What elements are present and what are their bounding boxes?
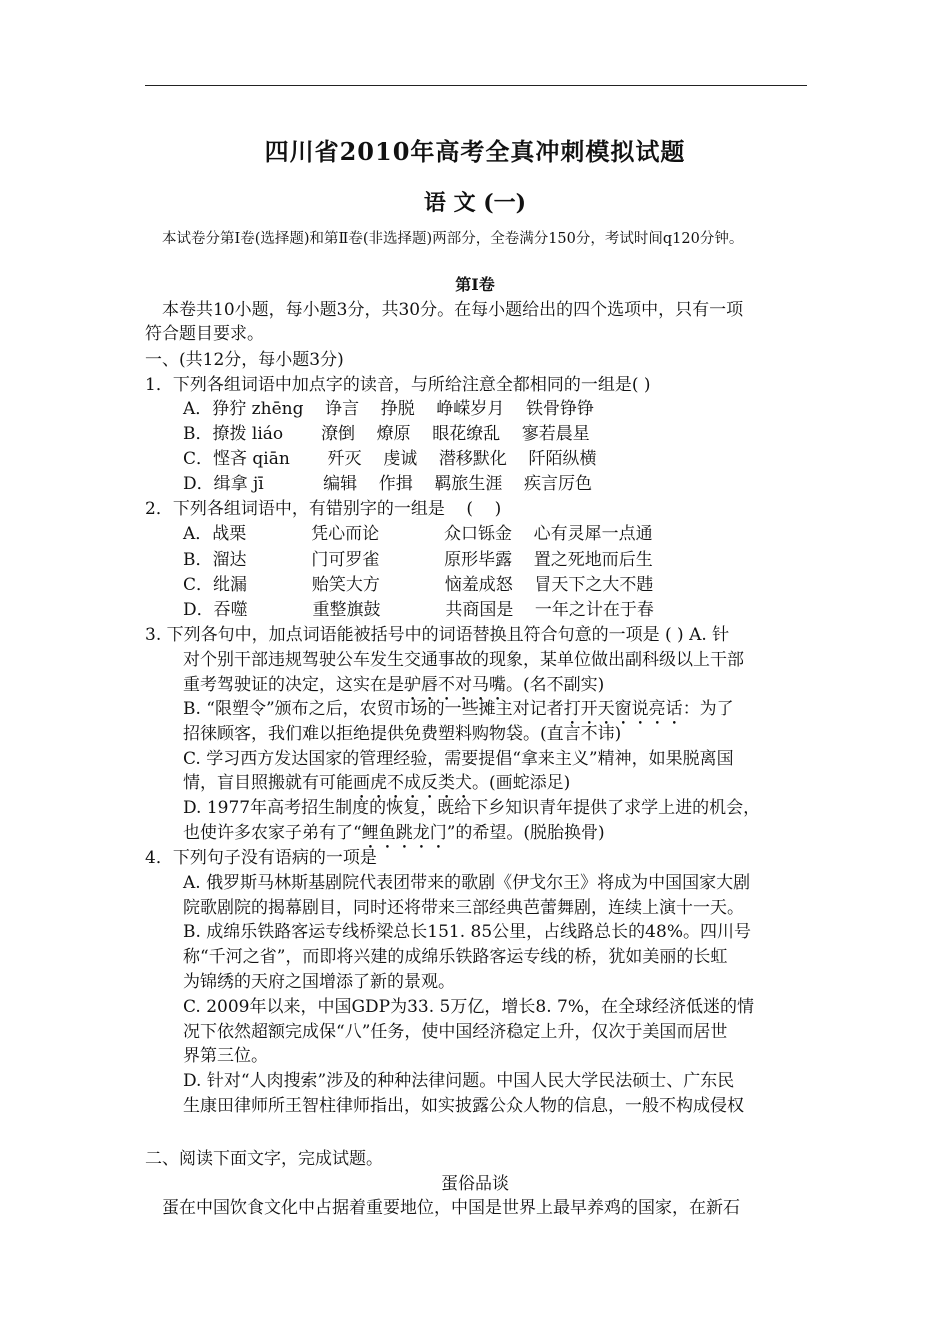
q4-line9: D. 针对“人肉搜索”涉及的种种法律问题。中国人民大学民法硕士、广东民 bbox=[183, 1071, 735, 1091]
q4-line1: A. 俄罗斯马林斯基剧院代表团带来的歌剧《伊戈尔王》将成为中国国家大剧 bbox=[183, 873, 751, 893]
q4-line6: C. 2009年以来，中国GDP为33. 5万亿，增长8. 7%，在全球经济低迷的情 bbox=[183, 997, 754, 1017]
q4-line8: 界第三位。 bbox=[183, 1046, 268, 1066]
q3-text: 也使许多农家子弟有了“ bbox=[183, 823, 362, 843]
q1-option-a: A．狰狞 zhēng 诤言 挣脱 峥嵘岁月 铁骨铮铮 bbox=[183, 399, 594, 419]
q3-text: B. “限塑令”颁布之后，农贸市场的一些摊主对记者 bbox=[183, 699, 564, 719]
q3-dotted-phrase: 画虎不成反类犬 bbox=[353, 773, 472, 793]
q3-dotted-phrase: 鲤鱼跳龙门 bbox=[361, 823, 447, 843]
header-rule bbox=[145, 85, 807, 86]
page-subtitle: 语 文 (一) bbox=[423, 190, 527, 216]
page-title: 四川省2010年高考全真冲刺模拟试题 bbox=[264, 137, 686, 166]
part1-intro-line1: 本卷共10小题，每小题3分，共30分。在每小题给出的四个选项中，只有一项 bbox=[162, 300, 744, 320]
q3-line2: 对个别干部违规驾驶公车发生交通事故的现象，某单位做出副科级以上干部 bbox=[183, 650, 744, 670]
part1-heading: 第Ⅰ卷 bbox=[455, 275, 495, 294]
q3-line1: 3. 下列各句中，加点词语能被括号中的词语替换且符合句意的一项是 ( ) A. 针 bbox=[145, 625, 730, 645]
q3-text: ”的希望。(脱胎换骨) bbox=[446, 823, 605, 843]
q4-line7: 况下依然超额完成保“八”任务，使中国经济稳定上升，仅次于美国而居世 bbox=[183, 1022, 728, 1042]
q1-option-b: B．撩拨 liáo 潦倒 燎原 眼花缭乱 寥若晨星 bbox=[183, 424, 590, 444]
q2-stem: 2．下列各组词语中，有错别字的一组是 ( ) bbox=[145, 499, 502, 519]
q3-text: ：为了 bbox=[682, 699, 734, 719]
q3-line6: C. 学习西方发达国家的管理经验，需要提倡“拿来主义”精神，如果脱离国 bbox=[183, 749, 734, 769]
q3-text: 。(画蛇添足) bbox=[472, 773, 571, 793]
article-title: 蛋俗品谈 bbox=[441, 1174, 509, 1194]
q2-option-c: C．纰漏 贻笑大方 恼羞成怒 冒天下之大不韪 bbox=[183, 575, 654, 595]
q3-dotted-phrase: 打开天窗说亮话 bbox=[563, 699, 683, 719]
q2-option-d: D．吞噬 重整旗鼓 共商国是 一年之计在于春 bbox=[183, 600, 654, 620]
q3-text: 重考驾驶证的决定，这实在是 bbox=[183, 675, 404, 695]
q3-text: 。(名不副实) bbox=[506, 675, 605, 695]
q2-option-b: B．溜达 门可罗雀 原形毕露 置之死地而后生 bbox=[183, 550, 653, 570]
part1-intro-line2: 符合题目要求。 bbox=[145, 324, 264, 344]
q3-line5: 招徕顾客，我们难以拒绝提供免费塑料购物袋。(直言不讳) bbox=[183, 724, 622, 744]
q2-option-a: A．战栗 凭心而论 众口铄金 心有灵犀一点通 bbox=[183, 524, 653, 544]
section2-heading: 二、阅读下面文字，完成试题。 bbox=[145, 1149, 383, 1169]
q3-dotted-phrase: 驴唇不对马嘴 bbox=[404, 675, 506, 695]
q1-stem: 1．下列各组词语中加点字的读音，与所给注意全都相同的一组是( ) bbox=[145, 375, 651, 395]
q3-line8: D. 1977年高考招生制度的恢复，既给下乡知识青年提供了求学上进的机会， bbox=[183, 798, 761, 818]
q4-line10: 生康田律师所王智柱律师指出，如实披露公众人物的信息，一般不构成侵权 bbox=[183, 1096, 744, 1116]
exam-description: 本试卷分第Ⅰ卷(选择题)和第Ⅱ卷(非选择题)两部分，全卷满分150分，考试时间q120分钟。 bbox=[162, 231, 744, 247]
q4-stem: 4．下列句子没有语病的一项是 bbox=[145, 848, 377, 868]
article-paragraph: 蛋在中国饮食文化中占据着重要地位，中国是世界上最早养鸡的国家，在新石 bbox=[162, 1198, 740, 1218]
q1-option-d: D．缉拿 jī 编辑 作揖 羁旅生涯 疾言厉色 bbox=[183, 474, 593, 494]
q3-text: 情，盲目照搬就有可能 bbox=[183, 773, 353, 793]
section1-heading: 一、(共12分，每小题3分) bbox=[145, 350, 344, 370]
q4-line2: 院歌剧院的揭幕剧目，同时还将带来三部经典芭蕾舞剧，连续上演十一天。 bbox=[183, 898, 744, 918]
q4-line4: 称“千河之省”，而即将兴建的成绵乐铁路客运专线的桥，犹如美丽的长虹 bbox=[183, 947, 728, 967]
q4-line5: 为锦绣的天府之国增添了新的景观。 bbox=[183, 972, 455, 992]
q1-option-c: C．悭吝 qiān 歼灭 虔诚 潜移默化 阡陌纵横 bbox=[183, 449, 597, 469]
q4-line3: B. 成绵乐铁路客运专线桥梁总长151. 85公里，占线路总长的48%。四川号 bbox=[183, 922, 751, 942]
